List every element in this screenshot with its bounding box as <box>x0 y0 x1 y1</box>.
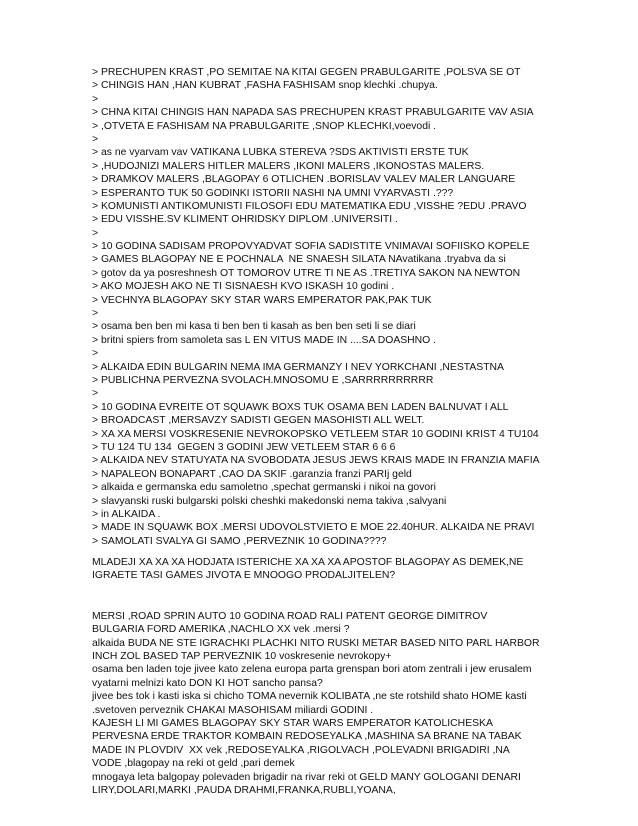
text-line: .svetoven perveznik CHAKAI MASOHISAM miliardi GODINI . <box>92 704 374 716</box>
text-line: > DRAMKOV MALERS ,BLAGOPAY 6 OTLICHEN .BORISLAV VALEV MALER LANGUARE <box>92 174 516 186</box>
paragraph-gap <box>92 548 612 556</box>
text-line: mnogaya leta balgopay polevaden brigadir na rivar reki ot GELD MANY GOLOGANI DENARI <box>92 771 521 783</box>
text-line: > osama ben ben mi kasa ti ben ben ti kasah as ben ben seti li se diari <box>92 321 416 333</box>
text-line: BULGARIA FORD AMERIKA ,NACHLO XX vek .mersi ? <box>92 624 350 636</box>
text-line: > alkaida e germanska edu samoletno ,spechat germanski i nikoi na govori <box>92 482 436 494</box>
document-body <box>92 66 612 797</box>
text-line: > britni spiers from samoleta sas L EN VITUS MADE IN ....SA DOASHNO . <box>92 334 437 346</box>
text-line: > <box>92 308 99 320</box>
text-line: osama ben laden toje jivee kato zelena europa parta grenspan bori atom zentrali i jew erusalem <box>92 664 532 676</box>
text-line: > KOMUNISTI ANTIKOMUNISTI FILOSOFI EDU MATEMATIKA EDU ,VISSHE ?EDU .PRAVO <box>92 200 527 212</box>
paragraph <box>92 556 612 583</box>
text-line: > CHINGIS HAN ,HAN KUBRAT ,FASHA FASHISAM snop klechki .chupya. <box>92 80 438 92</box>
paragraph-gap <box>92 583 612 610</box>
text-line: > <box>92 93 99 105</box>
text-line: IGRAETE TASI GAMES JIVOTA E MNOOGO PRODALJITELEN? <box>92 570 396 582</box>
text-line: > <box>92 388 99 400</box>
text-line: > slavyanski ruski bulgarski polski cheshki makedonski nema takiva ,salvyani <box>92 495 447 507</box>
quoted-block <box>92 66 612 548</box>
text-line: > <box>92 348 99 360</box>
text-line: INCH ZOL BASED TAP PERVEZNIK 10 voskresenie nevrokopy+ <box>92 651 392 663</box>
paragraph <box>92 610 612 797</box>
text-line: > ESPERANTO TUK 50 GODINKI ISTORII NASHI NA UMNI VYARVASTI .??? <box>92 187 454 199</box>
text-line: > ,OTVETA E FASHISAM NA PRABULGARITE ,SNOP KLECHKI,voevodi . <box>92 120 437 132</box>
text-line: LIRY,DOLARI,MARKI ,PAUDA DRAHMI,FRANKA,RUBLI,YOANA, <box>92 784 396 796</box>
text-line: > in ALKAIDA . <box>92 508 161 520</box>
text-line: VODE ,blagopay na reki ot geld ,pari demek <box>92 758 295 770</box>
text-line: MLADEJI XA XA XA HODJATA ISTERICHE XA XA XA APOSTOF BLAGOPAY AS DEMEK,NE <box>92 557 524 569</box>
text-line: > XA XA MERSI VOSKRESENIE NEVROKOPSKO VETLEEM STAR 10 GODINI KRIST 4 TU104 <box>92 428 539 440</box>
text-line: > CHNA KITAI CHINGIS HAN NAPADA SAS PRECHUPEN KRAST PRABULGARITE VAV ASIA <box>92 107 534 119</box>
text-line: > <box>92 133 99 145</box>
text-line: > BROADCAST ,MERSAVZY SADISTI GEGEN MASOHISTI ALL WELT. <box>92 415 425 427</box>
text-line: PERVESNA ERDE TRAKTOR KOMBAIN REDOSEYALKA ,MASHINA SA BRANE NA TABAK <box>92 731 522 743</box>
text-line: alkaida BUDA NE STE IGRACHKI PLACHKI NITO RUSKI METAR BASED NITO PARL HARBOR <box>92 637 540 649</box>
text-line: MADE IN PLOVDIV XX vek ,REDOSEYALKA ,RIGOLVACH ,POLEVADNI BRIGADIRI ,NA <box>92 744 510 756</box>
text-line: > <box>92 227 99 239</box>
text-line: > 10 GODINA EVREITE OT SQUAWK BOXS TUK OSAMA BEN LADEN BALNUVAT I ALL <box>92 401 509 413</box>
text-line: > EDU VISSHE.SV KLIMENT OHRIDSKY DIPLOM .UNIVERSITI . <box>92 214 398 226</box>
text-line: > PRECHUPEN KRAST ,PO SEMITAE NA KITAI GEGEN PRABULGARITE ,POLSVA SE OT <box>92 67 521 78</box>
text-line: jivee bes tok i kasti iska si chicho TOMA nevernik KOLIBATA ,ne ste rotshild shato HOME kasti <box>92 691 527 703</box>
text-line: > AKO MOJESH AKO NE TI SISNAESH KVO ISKASH 10 godini . <box>92 281 395 293</box>
text-line: vyatarni melnizi kato DON KI HOT sancho pansa? <box>92 677 323 689</box>
text-line: > VECHNYA BLAGOPAY SKY STAR WARS EMPERATOR PAK,PAK TUK <box>92 294 432 306</box>
text-line: > gotov da ya posreshnesh OT TOMOROV UTRE TI NE AS .TRETIYA SAKON NA NEWTON <box>92 267 521 279</box>
text-line: > GAMES BLAGOPAY NE E POCHNALA NE SNAESH SILATA NAvatikana .tryabva da si <box>92 254 506 266</box>
text-line: > 10 GODINA SADISAM PROPOVYADVAT SOFIA SADISTITE VNIMAVAI SOFIISKO KOPELE <box>92 241 530 253</box>
text-line: MERSI ,ROAD SPRIN AUTO 10 GODINA ROAD RALI PATENT GEORGE DIMITROV <box>92 610 488 622</box>
text-line: > ,HUDOJNIZI MALERS HITLER MALERS ,IKONI MALERS ,IKONOSTAS MALERS. <box>92 160 485 172</box>
text-line: > PUBLICHNA PERVEZNA SVOLACH.MNOSOMU E ,SARRRRRRRRRR <box>92 374 434 386</box>
text-line: > ALKAIDA NEV STATUYATA NA SVOBODATA JESUS JEWS KRAIS MADE IN FRANZIA MAFIA <box>92 455 540 467</box>
text-line: > ALKAIDA EDIN BULGARIN NEMA IMA GERMANZY I NEV YORKCHANI ,NESTASTNA <box>92 361 504 373</box>
text-line: > NAPALEON BONAPART ,CAO DA SKIF .garanzia franzi PARIj geld <box>92 468 412 480</box>
text-line: > as ne vyarvam vav VATIKANA LUBKA STEREVA ?SDS AKTIVISTI ERSTE TUK <box>92 147 469 159</box>
text-line: KAJESH LI MI GAMES BLAGOPAY SKY STAR WARS EMPERATOR KATOLICHESKA <box>92 717 493 729</box>
text-line: > TU 124 TU 134 GEGEN 3 GODINI JEW VETLEEM STAR 6 6 6 <box>92 441 396 453</box>
text-line: > SAMOLATI SVALYA GI SAMO ,PERVEZNIK 10 GODINA???? <box>92 535 387 547</box>
text-line: > MADE IN SQUAWK BOX .MERSI UDOVOLSTVIETO E MOE 22.40HUR. ALKAIDA NE PRAVI <box>92 522 535 534</box>
